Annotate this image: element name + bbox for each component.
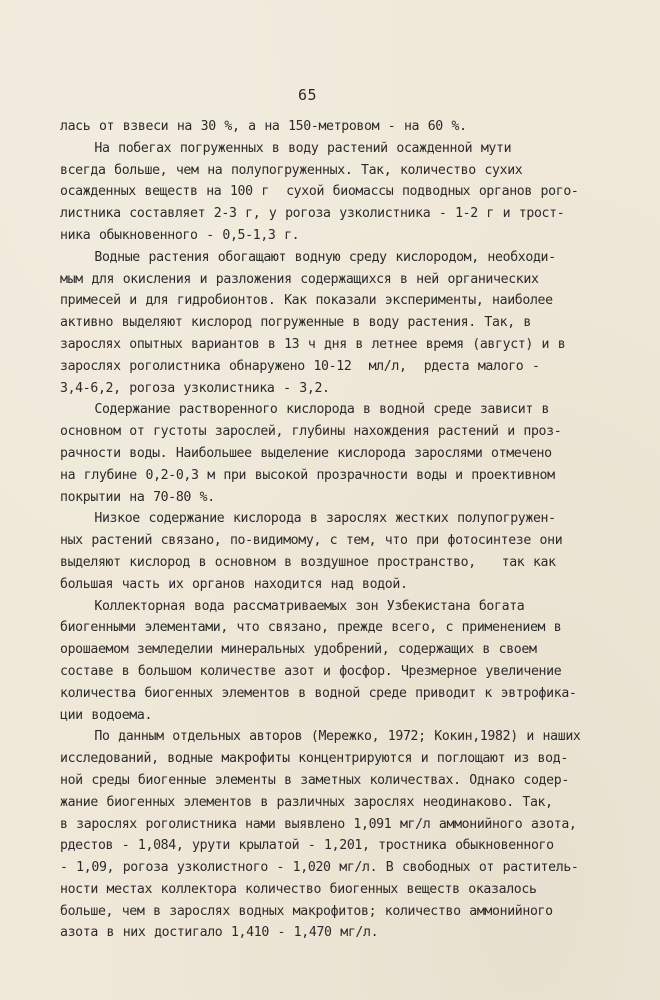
text-line: Коллекторная вода рассматриваемых зон Узбекистана богата [60, 598, 525, 614]
text-line: рачности воды. Наибольшее выделение кислорода зарослями отмечено [60, 445, 552, 461]
text-line: составе в большом количестве азот и фосфор. Чрезмерное увеличение [60, 663, 562, 679]
text-line: 3,4-6,2, рогоза узколистника - 3,2. [60, 380, 330, 396]
text-line: зарослях опытных вариантов в 13 ч дня в летнее время (август) и в [60, 336, 566, 352]
body-text [60, 116, 600, 944]
text-line: больше, чем в зарослях водных макрофитов; количество аммонийного [60, 903, 553, 919]
page-number: 65 [298, 86, 318, 104]
text-line: мым для окисления и разложения содержащихся в ней органических [60, 271, 539, 287]
text-line: всегда больше, чем на полупогруженных. Так, количество сухих [60, 162, 523, 178]
text-line: на глубине 0,2-0,3 м при высокой прозрачности воды и проективном [60, 467, 555, 483]
text-line: активно выделяют кислород погруженные в воду растения. Так, в [60, 315, 531, 331]
text-line: По данным отдельных авторов (Мережко, 1972; Кокин,1982) и наших [60, 729, 581, 745]
text-line: ника обыкновенного - 0,5-1,3 г. [60, 227, 300, 243]
text-line: орошаемом земледелии минеральных удобрений, содержащих в своем [60, 642, 537, 658]
text-line: лась от взвеси на 30 %, а на 150-метровом - на 60 %. [60, 119, 467, 134]
text-line: На побегах погруженных в воду растений осажденной мути [60, 140, 512, 156]
text-line: Содержание растворенного кислорода в водной среде зависит в [60, 402, 550, 418]
text-line: рдестов - 1,084, урути крылатой - 1,201, тростника обыкновенного [60, 838, 554, 854]
text-line: зарослях роголистника обнаружено 10-12 мл/л, рдеста малого - [60, 358, 540, 374]
text-line: листника составляет 2-3 г, у рогоза узколистника - 1-2 г и трост- [60, 206, 565, 222]
text-line: исследований, водные макрофиты концентрируются и поглощают из вод- [60, 751, 568, 767]
text-line: ных растений связано, по-видимому, с тем, что при фотосинтезе они [60, 533, 563, 549]
text-line: покрытии на 70-80 %. [60, 489, 215, 505]
text-line: количества биогенных элементов в водной среде приводит к эвтрофика- [60, 685, 577, 701]
text-line: выделяют кислород в основном в воздушное пространство, так как [60, 554, 556, 570]
text-line: Низкое содержание кислорода в зарослях жестких полупогружен- [60, 511, 556, 527]
text-line: примесей и для гидробионтов. Как показали эксперименты, наиболее [60, 293, 553, 309]
text-line: ции водоема. [60, 707, 153, 723]
text-line: основном от густоты зарослей, глубины нахождения растений и проз- [60, 424, 562, 440]
text-line: ной среды биогенные элементы в заметных количествах. Однако содер- [60, 772, 569, 788]
text-line: биогенными элементами, что связано, прежде всего, с применением в [60, 620, 562, 636]
text-line: ности местах коллектора количество биогенных веществ оказалось [60, 881, 537, 897]
text-line: - 1,09, рогоза узколистного - 1,020 мг/л. В свободных от раститель- [60, 860, 579, 876]
text-line: жание биогенных элементов в различных зарослях неодинаково. Так, [60, 794, 553, 810]
text-line: большая часть их органов находится над водой. [60, 576, 408, 592]
text-line: в зарослях роголистника нами выявлено 1,091 мг/л аммонийного азота, [60, 816, 577, 832]
text-line: азота в них достигало 1,410 - 1,470 мг/л. [60, 925, 379, 941]
text-line: Водные растения обогащают водную среду кислородом, необходи- [60, 249, 556, 265]
text-line: осажденных веществ на 100 г сухой биомассы подводных органов рого- [60, 184, 579, 200]
